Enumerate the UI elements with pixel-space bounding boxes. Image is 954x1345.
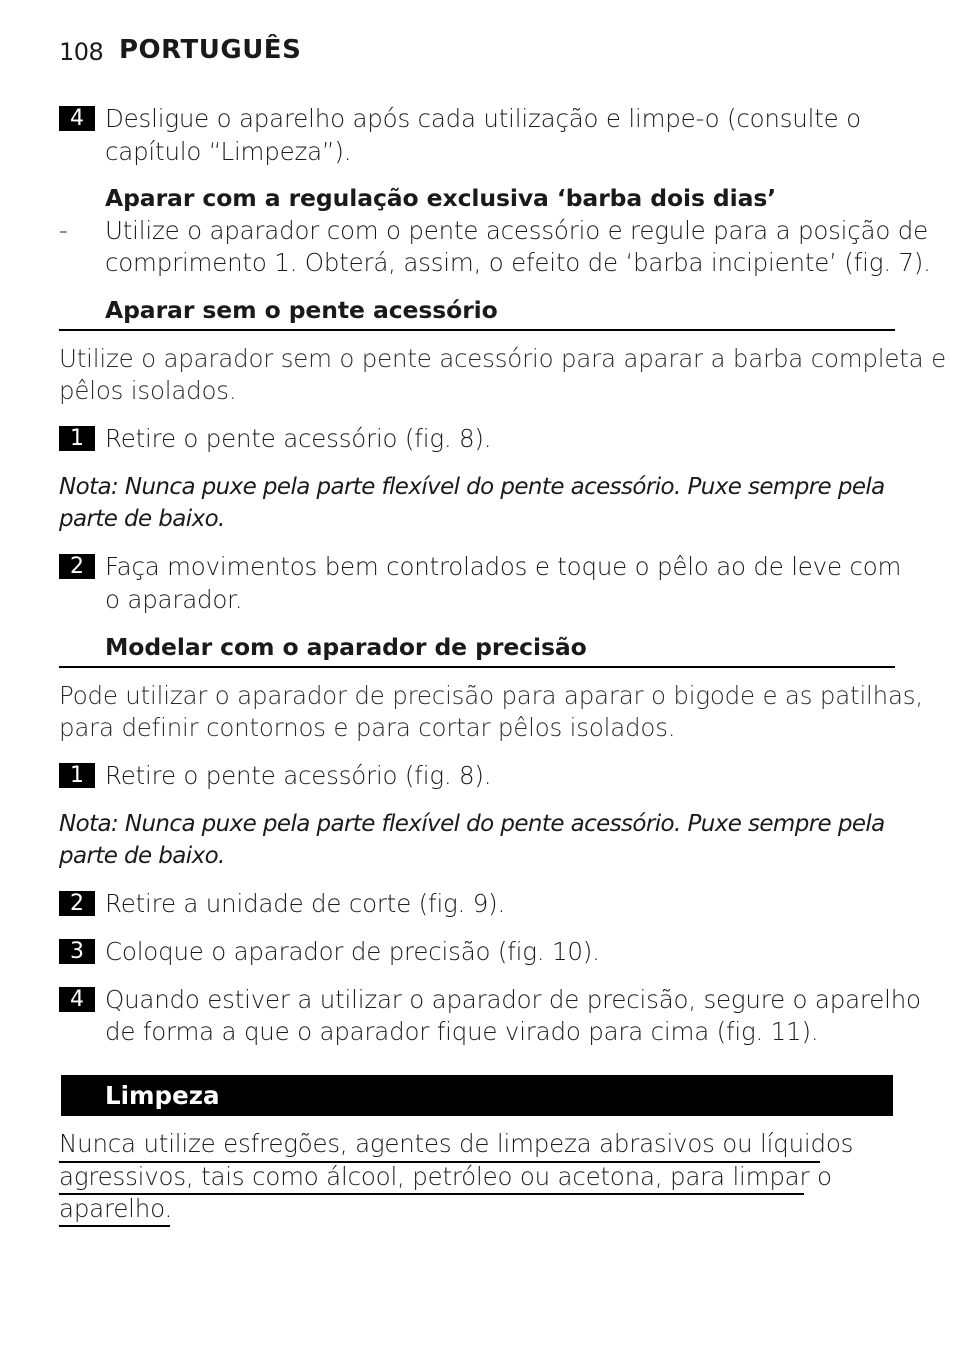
step-number-badge: 1 [59,426,95,451]
step-text-line: Faça movimentos bem controlados e toque o pêlo ao de leve com [105,552,902,581]
intro-text-line: Utilize o aparador sem o pente acessório para aparar a barba completa e [59,344,946,373]
warning-text-line: agressivos, tais como álcool, petróleo ou acetona, para limpar o [59,1162,832,1191]
step-text-line: Retire o pente acessório (fig. 8). [105,424,492,453]
bullet-dash: - [59,216,68,245]
step-text-line: Retire o pente acessório (fig. 8). [105,761,492,790]
step-text-line: o aparador. [105,585,243,614]
step-number-badge: 4 [59,987,95,1012]
note-text-line: parte de baixo. [59,506,225,532]
step-text-line: Quando estiver a utilizar o aparador de precisão, segure o aparelho [105,985,921,1014]
bullet-text-line: comprimento 1. Obterá, assim, o efeito de ‘barba incipiente’ (fig. 7). [105,248,931,277]
step-number-badge: 4 [59,106,95,131]
intro-text-line: para definir contornos e para cortar pêlos isolados. [59,713,676,742]
warning-underline [59,1225,170,1227]
step-number-badge: 2 [59,554,95,579]
step-number-badge: 1 [59,763,95,788]
section-title-bar [61,1075,893,1116]
step-number-badge: 2 [59,891,95,916]
warning-text-line: Nunca utilize esfregões, agentes de limpeza abrasivos ou líquidos [59,1129,854,1158]
step-text-line: Coloque o aparador de precisão (fig. 10). [105,937,600,966]
note-text-line: Nota: Nunca puxe pela parte flexível do pente acessório. Puxe sempre pela [59,811,885,837]
intro-text-line: Pode utilizar o aparador de precisão para aparar o bigode e as patilhas, [59,681,923,710]
note-text-line: Nota: Nunca puxe pela parte flexível do pente acessório. Puxe sempre pela [59,474,885,500]
subsection-heading: Modelar com o aparador de precisão [105,633,587,661]
step-text-line: Retire a unidade de corte (fig. 9). [105,889,506,918]
subsection-heading: Aparar sem o pente acessório [105,296,498,324]
step-text-line: de forma a que o aparador fique virado para cima (fig. 11). [105,1017,819,1046]
intro-text-line: pêlos isolados. [59,376,237,405]
note-text-line: parte de baixo. [59,843,225,869]
page-language-title: PORTUGUÊS [119,35,302,65]
section-divider [59,666,895,668]
section-title: Limpeza [105,1081,220,1110]
warning-text-line: aparelho. [59,1194,173,1223]
page-number: 108 [59,38,104,66]
subsection-heading: Aparar com a regulação exclusiva ‘barba dois dias’ [105,184,777,212]
section-divider [59,329,895,331]
step-text-line: Desligue o aparelho após cada utilização e limpe-o (consulte o [105,104,861,133]
step-number-badge: 3 [59,939,95,964]
bullet-text-line: Utilize o aparador com o pente acessório e regule para a posição de [105,216,928,245]
step-text-line: capítulo “Limpeza”). [105,137,352,166]
